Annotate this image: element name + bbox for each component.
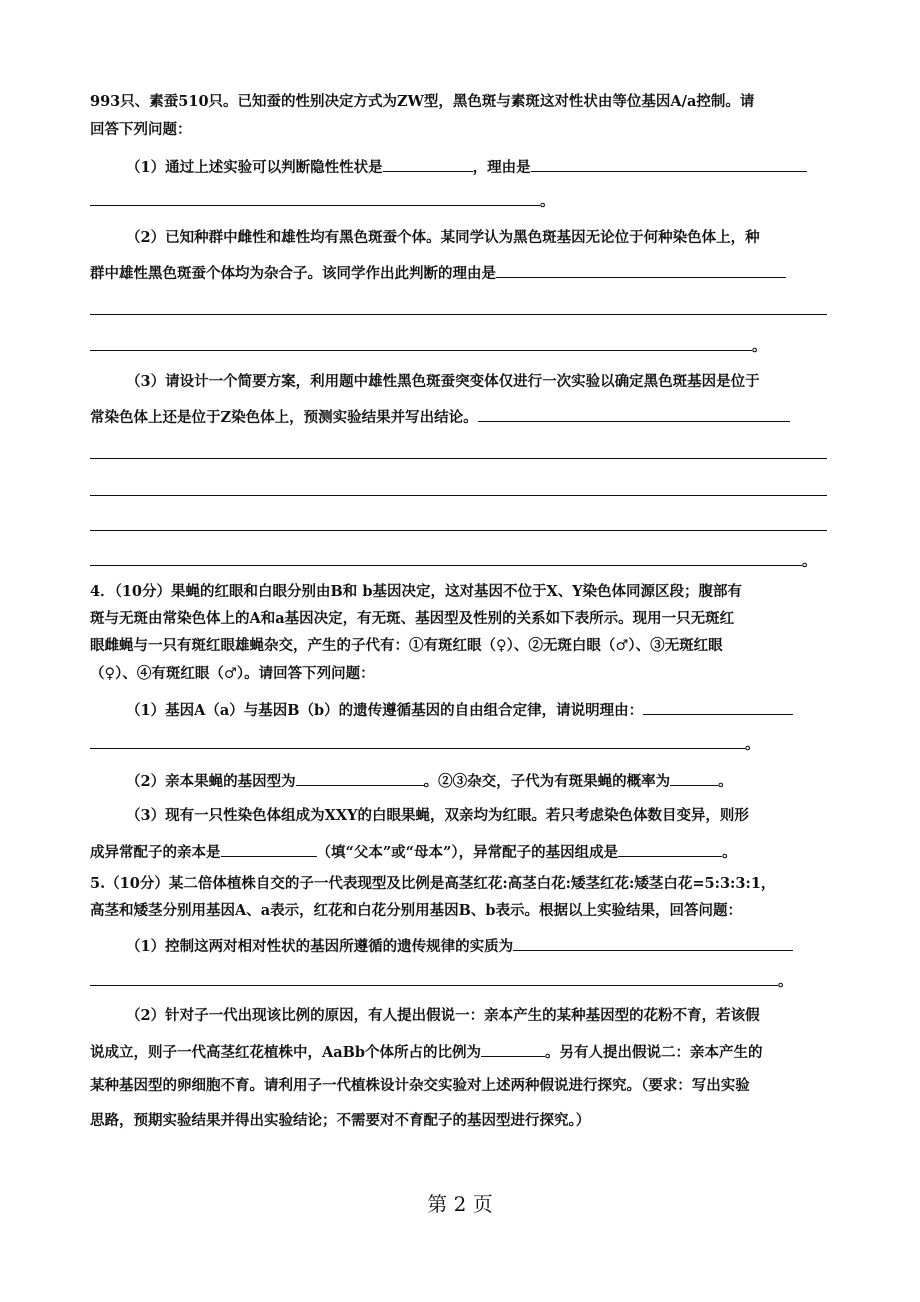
question-text: 常染色体上还是位于Z染色体上，预测实验结果并写出结论。 xyxy=(90,409,478,426)
text-line: 993只、素蚕510只。已知蚕的性别决定方式为ZW型，黑色斑与素斑这对性状由等位基因A/a控制。请 xyxy=(90,93,755,110)
question-text: 。②③杂交，子代为有斑果蝇的概率为 xyxy=(423,773,671,790)
page-number: 第 2 页 xyxy=(427,1192,493,1216)
answer-line-row xyxy=(90,335,767,357)
answer-line[interactable] xyxy=(90,314,827,315)
question-4-text: 眼雌蝇与一只有斑红眼雄蝇杂交，产生的子代有：①有斑红眼（♀）、②无斑白眼（♂）、③无斑红眼 xyxy=(90,637,723,654)
answer-blank[interactable] xyxy=(90,335,752,351)
period: 。 xyxy=(778,973,793,990)
answer-blank[interactable] xyxy=(481,1041,545,1057)
question-5-text: 思路，预期实验结果并得出实验结论；不需要对不育配子的基因型进行探究。） xyxy=(90,1112,591,1129)
question-3-1 xyxy=(126,156,807,178)
question-text: 群中雄性黑色斑蚕个体均为杂合子。该同学作出此判断的理由是 xyxy=(90,265,496,282)
question-3-3 xyxy=(90,406,790,428)
question-text: （2）亲本果蝇的基因型为 xyxy=(126,773,296,790)
answer-line-row xyxy=(90,550,817,572)
period: 。 xyxy=(745,736,760,753)
answer-blank[interactable] xyxy=(383,156,473,172)
answer-blank[interactable] xyxy=(90,550,802,566)
answer-blank[interactable] xyxy=(90,970,778,986)
question-4-2 xyxy=(126,770,733,792)
question-3-2 xyxy=(90,262,786,284)
question-5-text: 某种基因型的卵细胞不育。请利用子一代植株设计杂交实验对上述两种假说进行探究。（要求：写出实验 xyxy=(90,1077,750,1094)
answer-blank[interactable] xyxy=(90,190,540,206)
question-5-2-cont xyxy=(90,1041,763,1063)
question-4-1 xyxy=(126,699,793,721)
question-text: ，理由是 xyxy=(472,159,531,176)
answer-blank[interactable] xyxy=(296,770,424,786)
question-4-text: （♀）、④有斑红眼（♂）。请回答下列问题： xyxy=(90,665,375,682)
answer-blank[interactable] xyxy=(618,841,722,857)
question-5-2: （2）针对子一代出现该比例的原因，有人提出假说一：亲本产生的某种基因型的花粉不育，若该假 xyxy=(126,1007,760,1024)
question-5-text: 5.（10分）某二倍体植株自交的子一代表现型及比例是高茎红花:高茎白花:矮茎红花:矮茎白花=5:3:3:1， xyxy=(90,875,776,892)
period: 。 xyxy=(752,338,767,355)
question-4-3: （3）现有一只性染色体组成为XXY的白眼果蝇，双亲均为红眼。若只考虑染色体数目变异，则形 xyxy=(126,807,749,824)
period: 。 xyxy=(802,553,817,570)
question-5-text: 高茎和矮茎分别用基因A、a表示，红花和白花分别用基因B、b表示。根据以上实验结果，回答问题： xyxy=(90,902,743,919)
question-4-3-cont xyxy=(90,841,737,863)
answer-line-row xyxy=(90,190,555,212)
question-text: 说成立，则子一代高茎红花植株中，AaBb个体所占的比例为 xyxy=(90,1044,482,1061)
answer-blank[interactable] xyxy=(531,156,807,172)
question-text: （1）基因A（a）与基因B（b）的遗传遵循基因的自由组合定律，请说明理由： xyxy=(126,702,644,719)
answer-blank[interactable] xyxy=(643,699,793,715)
answer-blank[interactable] xyxy=(513,935,793,951)
answer-line[interactable] xyxy=(90,530,827,531)
question-text: （1）通过上述实验可以判断隐性性状是 xyxy=(126,159,383,176)
answer-line[interactable] xyxy=(90,495,827,496)
period: 。 xyxy=(540,193,555,210)
text-line: （3）请设计一个简要方案，利用题中雄性黑色斑蚕突变体仅进行一次实验以确定黑色斑基因是位于 xyxy=(126,373,760,390)
period: 。 xyxy=(718,773,733,790)
question-text: 成异常配子的亲本是 xyxy=(90,844,221,861)
answer-line-row xyxy=(90,733,760,755)
answer-blank[interactable] xyxy=(670,770,718,786)
answer-blank[interactable] xyxy=(496,262,786,278)
answer-line[interactable] xyxy=(90,458,827,459)
question-text: 。另有人提出假说二：亲本产生的 xyxy=(545,1044,763,1061)
answer-blank[interactable] xyxy=(90,733,745,749)
question-4-text: 斑与无斑由常染色体上的A和a基因决定，有无斑、基因型及性别的关系如下表所示。现用一只无斑红 xyxy=(90,610,735,627)
answer-blank[interactable] xyxy=(478,406,790,422)
question-4-text: 4．（10分）果蝇的红眼和白眼分别由B和 b基因决定，这对基因不位于X、Y染色体同源区段；腹部有 xyxy=(90,583,743,600)
answer-blank[interactable] xyxy=(221,841,317,857)
text-line: （2）已知种群中雌性和雄性均有黑色斑蚕个体。某同学认为黑色斑基因无论位于何种染色体上，种 xyxy=(126,229,760,246)
question-text: （1）控制这两对相对性状的基因所遵循的遗传规律的实质为 xyxy=(126,938,514,955)
question-5-1 xyxy=(126,935,793,957)
period: 。 xyxy=(722,844,737,861)
question-text: （填“父本”或“母本”），异常配子的基因组成是 xyxy=(316,844,619,861)
text-line: 回答下列问题： xyxy=(90,121,192,138)
answer-line-row xyxy=(90,970,793,992)
